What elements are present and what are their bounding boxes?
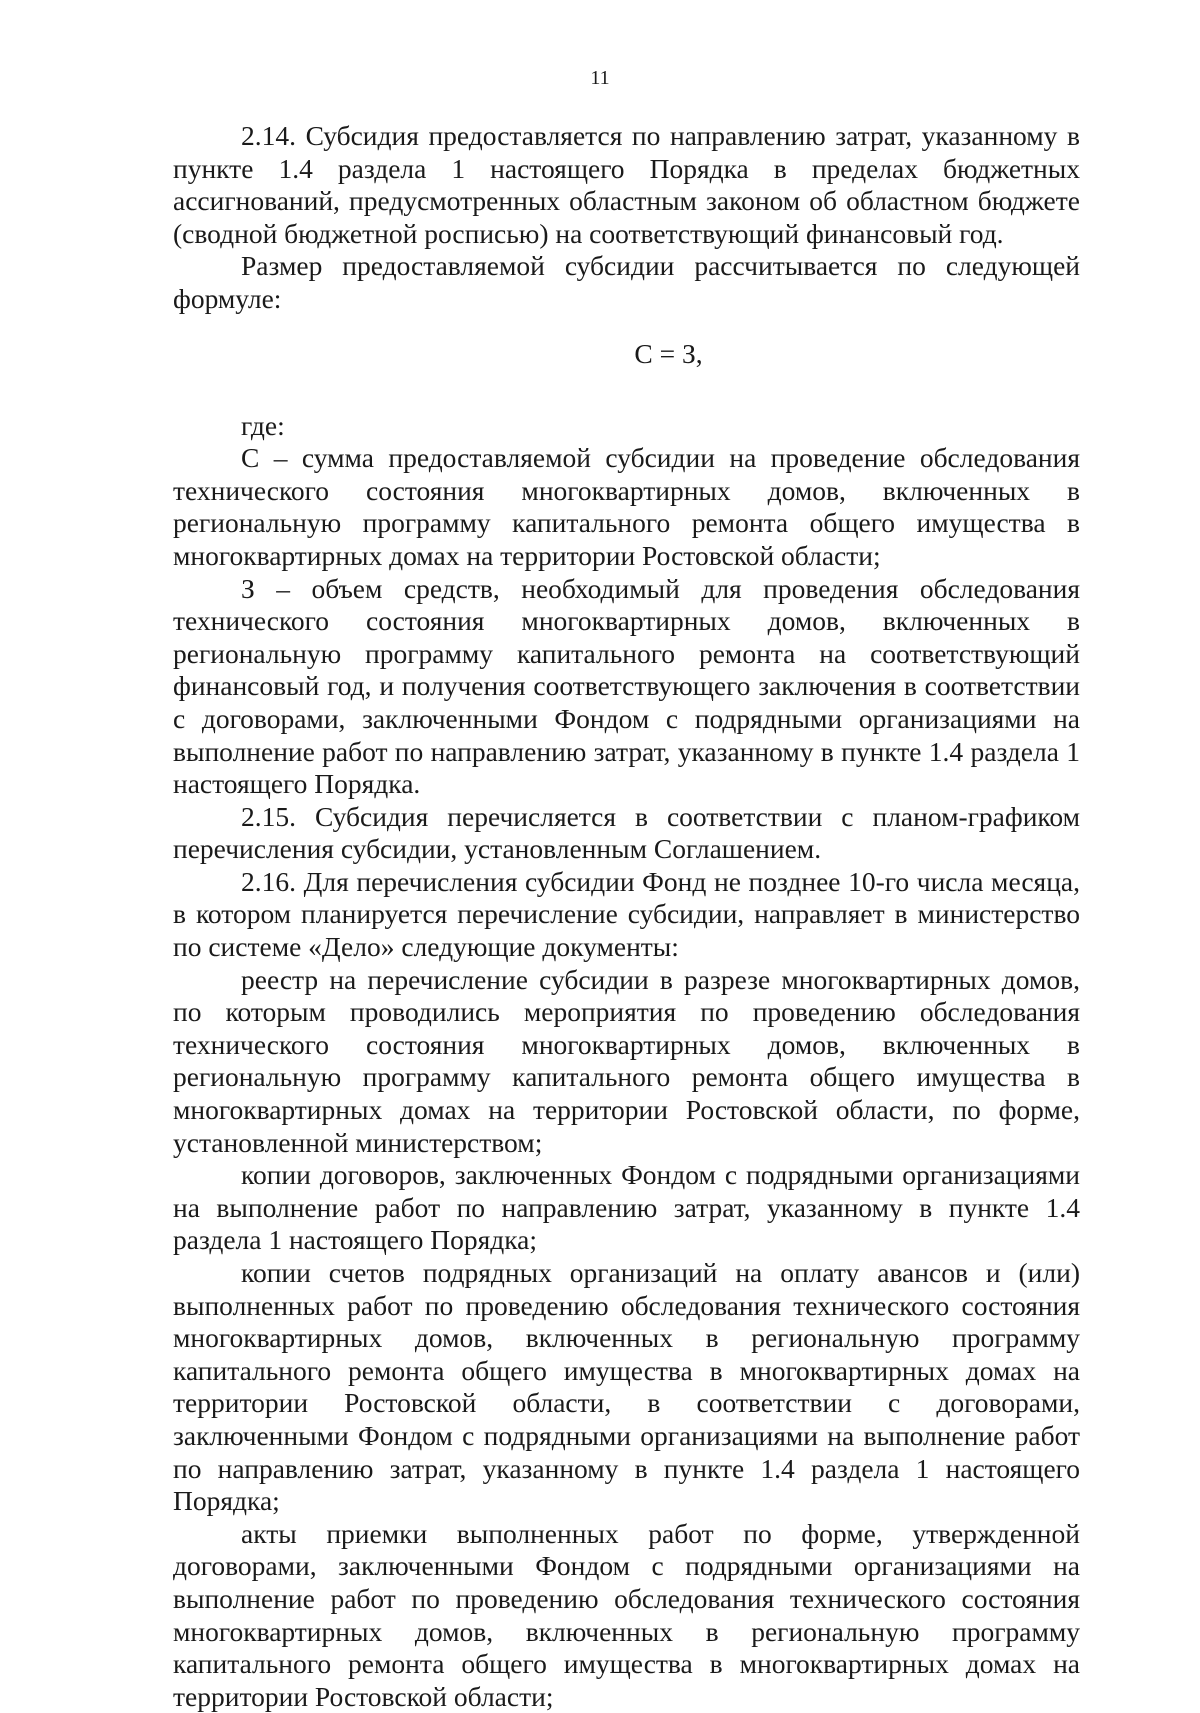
document-body <box>173 120 1080 1713</box>
formula: С = З, <box>634 337 703 369</box>
list-item-registry: реестр на перечисление субсидии в разрезе многоквартирных домов, по которым проводились мероприятия по проведению обследования технического состояния многоквартирных домов, включенных в региональную программу капитального ремонта общего имущества в многоквартирных домах на территории Ростовской области, по форме, установленной министерством; <box>173 963 1080 1158</box>
list-item-contract-copies: копии договоров, заключенных Фондом с подрядными организациями на выполнение работ по направлению затрат, указанному в пункте 1.4 раздела 1 настоящего Порядка; <box>173 1159 1080 1256</box>
paragraph-2-16: 2.16. Для перечисления субсидии Фонд не позднее 10-го числа месяца, в котором планируется перечисление субсидии, направляет в министерство по системе «Дело» следующие документы: <box>173 865 1080 963</box>
paragraph-where: где: <box>241 409 285 441</box>
list-item-invoice-copies: копии счетов подрядных организаций на оплату авансов и (или) выполненных работ по проведению обследования технического состояния многоквартирных домов, включенных в региональную программу капитального ремонта общего имущества в многоквартирных домах на территории Ростовской области, в соответствии с договорами, заключенными Фондом с подрядными организациями на выполнение работ по направлению затрат, указанному в пункте 1.4 раздела 1 настоящего Порядка; <box>173 1257 1080 1517</box>
paragraph-subsidy-size: Размер предоставляемой субсидии рассчитывается по следующей формуле: <box>173 250 1080 314</box>
paragraph-definition-c: С – сумма предоставляемой субсидии на проведение обследования технического состояния многоквартирных домов, включенных в региональную программу капитального ремонта общего имущества в многоквартирных домах на территории Ростовской области; <box>173 442 1080 571</box>
page-number: 11 <box>590 67 610 89</box>
paragraph-2-15: 2.15. Субсидия перечисляется в соответствии с планом-графиком перечисления субсидии, установленным Соглашением. <box>173 800 1080 865</box>
paragraph-2-14: 2.14. Субсидия предоставляется по направлению затрат, указанному в пункте 1.4 раздела 1 настоящего Порядка в пределах бюджетных ассигнований, предусмотренных областным законом об областном бюджете (сводной бюджетной росписью) на соответствующий финансовый год. <box>173 120 1080 249</box>
paragraph-definition-z: З – объем средств, необходимый для проведения обследования технического состояния многоквартирных домов, включенных в региональную программу капитального ремонта на соответствующий финансовый год, и получения соответствующего заключения в соответствии с договорами, заключенными Фондом с подрядными организациями на выполнение работ по направлению затрат, указанному в пункте 1.4 раздела 1 настоящего Порядка. <box>173 572 1080 800</box>
list-item-acceptance-acts: акты приемки выполненных работ по форме, утвержденной договорами, заключенными Фондом с подрядными организациями на выполнение работ по проведению обследования технического состояния многоквартирных домов, включенных в региональную программу капитального ремонта общего имущества в многоквартирных домах на территории Ростовской области; <box>173 1517 1080 1712</box>
